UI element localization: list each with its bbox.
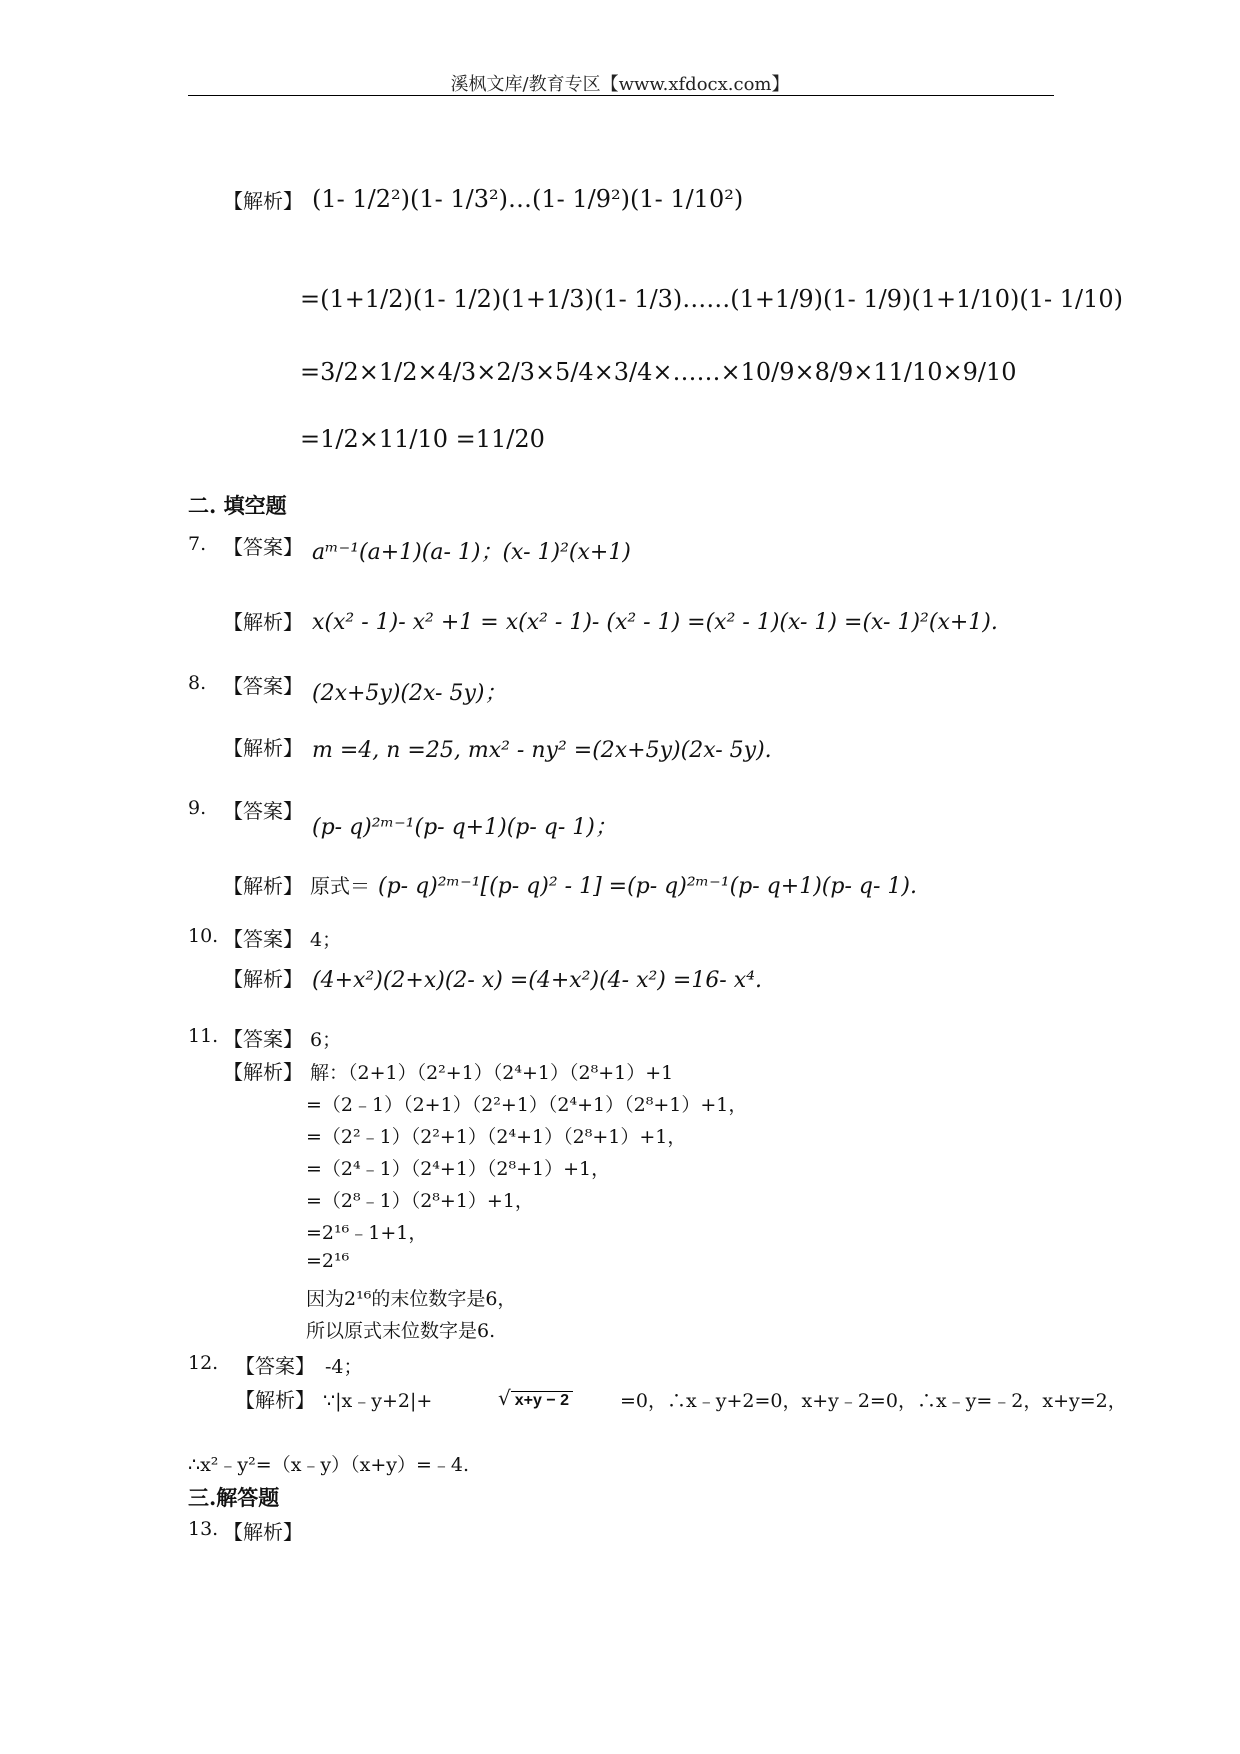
q11-line-9: 所以原式末位数字是6. [306, 1320, 496, 1342]
q8-analysis: m =4, n =25, mx² - ny² =(2x+5y)(2x- 5y). [312, 738, 772, 763]
q10-analysis: (4+x²)(2+x)(2- x) =(4+x²)(4- x²) =16- x⁴. [312, 968, 762, 993]
q13-number: 13. [188, 1518, 219, 1540]
header-rule [188, 95, 1054, 96]
q11-answer: 6； [310, 1029, 342, 1051]
q12-analysis-part-1: ∵|x﹣y+2|+ [323, 1390, 433, 1412]
q9-number: 9. [188, 797, 207, 819]
section-3-title: 三.解答题 [188, 1485, 280, 1510]
q9-analysis-prefix: 原式＝ [310, 874, 370, 898]
q12-analysis-part-2: =0，∴x﹣y+2=0，x+y﹣2=0，∴x﹣y=﹣2，x+y=2， [620, 1390, 1127, 1412]
q12-analysis-label: 【解析】 [235, 1388, 315, 1412]
q10-number: 10. [188, 925, 219, 947]
q7-analysis-label: 【解析】 [223, 610, 303, 634]
q6-analysis-label: 【解析】 [223, 189, 303, 213]
q9-analysis: (p- q)²ᵐ⁻¹[(p- q)² - 1] =(p- q)²ᵐ⁻¹(p- q+1)(p- q- 1). [378, 874, 917, 899]
q11-line-6: =2¹⁶﹣1+1， [306, 1222, 428, 1244]
q11-line-8: 因为2¹⁶的末位数字是6， [306, 1288, 517, 1310]
sqrt-content: x+y − 2 [511, 1391, 573, 1410]
q8-answer-label: 【答案】 [223, 674, 303, 698]
q12-analysis-line-2: ∴x²﹣y²=（x﹣y）（x+y）=﹣4. [188, 1454, 470, 1476]
q12-answer: -4； [325, 1356, 363, 1378]
q8-answer: (2x+5y)(2x- 5y)； [312, 681, 507, 706]
q9-answer: (p- q)²ᵐ⁻¹(p- q+1)(p- q- 1)； [312, 815, 617, 840]
q11-line-3: =（2²﹣1）（2²+1）（2⁴+1）（2⁸+1）+1， [306, 1126, 687, 1148]
q6-line-2: =(1+1/2)(1- 1/2)(1+1/3)(1- 1/3)……(1+1/9)(1- 1/9)(1+1/10)(1- 1/10) [300, 285, 1124, 313]
q7-answer-label: 【答案】 [223, 535, 303, 559]
q11-line-4: =（2⁴﹣1）（2⁴+1）（2⁸+1）+1， [306, 1158, 611, 1180]
q11-analysis-label: 【解析】 [223, 1060, 303, 1084]
sqrt-expression: √ x+y − 2 [498, 1386, 573, 1410]
q12-answer-label: 【答案】 [235, 1354, 315, 1378]
section-2-title: 二. 填空题 [188, 493, 287, 518]
q7-analysis: x(x² - 1)- x² +1 = x(x² - 1)- (x² - 1) =(x² - 1)(x- 1) =(x- 1)²(x+1). [312, 610, 998, 635]
q13-analysis-label: 【解析】 [223, 1520, 303, 1544]
q7-answer: aᵐ⁻¹(a+1)(a- 1)；(x- 1)²(x+1) [312, 540, 631, 565]
q9-analysis-label: 【解析】 [223, 874, 303, 898]
q8-number: 8. [188, 672, 207, 694]
page-header: 溪枫文库/教育专区【www.xfdocx.com】 [450, 74, 790, 95]
q11-line-7: =2¹⁶ [306, 1250, 350, 1272]
q10-answer: 4； [310, 929, 342, 951]
q11-answer-label: 【答案】 [223, 1027, 303, 1051]
q11-number: 11. [188, 1025, 219, 1047]
q6-line-3: =3/2×1/2×4/3×2/3×5/4×3/4×……×10/9×8/9×11/10×9/10 [300, 358, 1017, 386]
q11-line-2: =（2﹣1）（2+1）（2²+1）（2⁴+1）（2⁸+1）+1， [306, 1094, 748, 1116]
q8-analysis-label: 【解析】 [223, 736, 303, 760]
q6-line-1: (1- 1/2²)(1- 1/3²)…(1- 1/9²)(1- 1/10²) [312, 185, 744, 213]
q7-number: 7. [188, 533, 207, 555]
q10-answer-label: 【答案】 [223, 927, 303, 951]
q11-line-1: 解：（2+1）（2²+1）（2⁴+1）（2⁸+1）+1 [310, 1062, 674, 1084]
q10-analysis-label: 【解析】 [223, 967, 303, 991]
q9-answer-label: 【答案】 [223, 799, 303, 823]
q11-line-5: =（2⁸﹣1）（2⁸+1）+1， [306, 1190, 534, 1212]
q12-number: 12. [188, 1352, 219, 1374]
q6-line-4: =1/2×11/10 =11/20 [300, 425, 545, 453]
